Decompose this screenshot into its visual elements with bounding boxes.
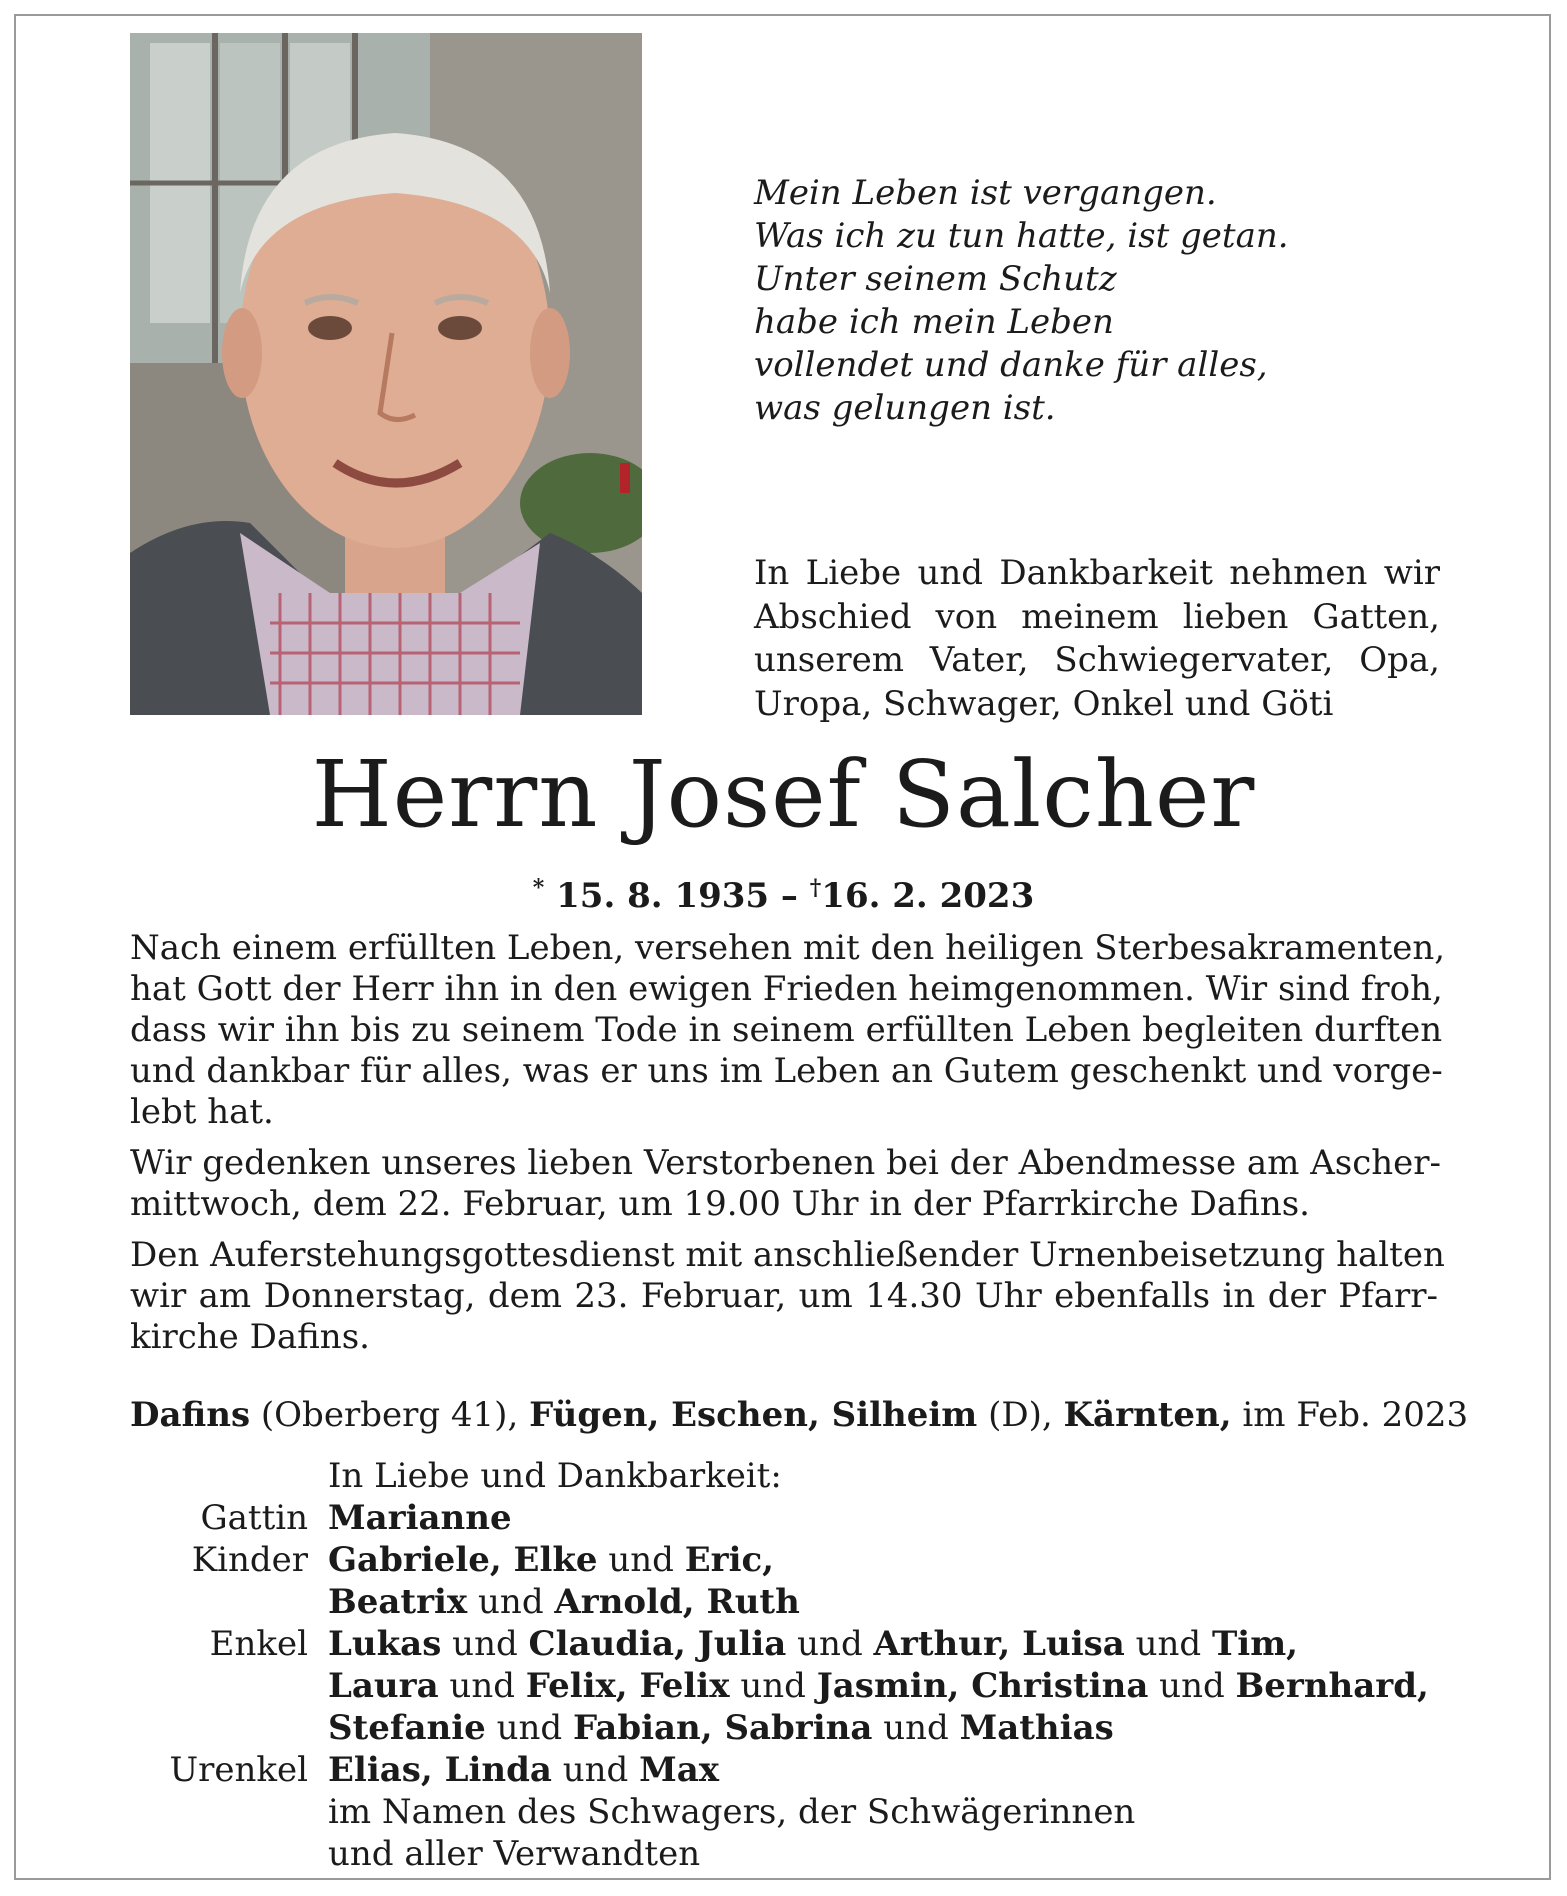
announcement-body — [130, 928, 1446, 1368]
conjunction: und — [496, 1708, 563, 1748]
place-note: (Oberberg 41), — [260, 1395, 519, 1435]
body-line: und dankbar für alles, was er uns im Leben an Gutem geschenkt und vorge- — [130, 1051, 1443, 1091]
family-name: Gabriele, Elke — [328, 1540, 598, 1580]
body-line: Den Auferstehungsgottesdienst mit anschließender Urnenbeisetzung halten — [130, 1235, 1445, 1275]
family-row — [130, 1833, 1450, 1875]
intro-line: Abschied von meinem lieben Gatten, — [754, 596, 1440, 637]
family-row — [130, 1497, 1450, 1539]
family-name: Marianne — [328, 1498, 512, 1538]
closing-line: im Namen des Schwagers, der Schwägerinnen — [328, 1792, 1136, 1832]
family-name: Arnold, Ruth — [554, 1582, 800, 1622]
conjunction: und — [608, 1540, 674, 1580]
death-symbol: † — [809, 875, 822, 901]
family-row — [130, 1581, 1450, 1623]
family-heading: In Liebe und Dankbarkeit: — [328, 1456, 782, 1496]
life-dates — [0, 866, 1567, 918]
body-line: dass wir ihn bis zu seinem Tode in seinem erfüllten Leben begleiten durften — [130, 1010, 1443, 1050]
body-line: wir am Donnerstag, dem 23. Februar, um 14.30 Uhr ebenfalls in der Pfarr- — [130, 1276, 1438, 1316]
place-dafins: Dafins — [130, 1395, 251, 1435]
family-list — [130, 1455, 1450, 1875]
family-name: Elias, Linda — [328, 1750, 552, 1790]
intro-line: In Liebe und Dankbarkeit nehmen wir — [754, 553, 1440, 593]
family-name: Arthur, Luisa — [873, 1624, 1125, 1664]
body-line: Nach einem erfüllten Leben, versehen mit den heiligen Sterbesakramenten, — [130, 928, 1446, 968]
intro-text — [754, 552, 1440, 726]
paragraph-life — [130, 928, 1446, 1133]
family-row — [130, 1665, 1450, 1707]
birth-date: 15. 8. 1935 — [556, 876, 770, 916]
family-row — [130, 1749, 1450, 1791]
birth-symbol: * — [532, 875, 545, 901]
role-label: Kinder — [191, 1540, 308, 1580]
family-name: Jasmin, Christina — [816, 1666, 1149, 1706]
family-name: Beatrix — [328, 1582, 468, 1622]
role-label: Urenkel — [169, 1750, 308, 1790]
body-line: Wir gedenken unseres lieben Verstorbenen bei der Abendmesse am Ascher- — [130, 1143, 1442, 1183]
poem-line: Unter seinem Schutz — [754, 259, 1117, 299]
family-name: Stefanie — [328, 1708, 486, 1748]
poem-line: vollendet und danke für alles, — [754, 345, 1268, 385]
intro-line: Uropa, Schwager, Onkel und Göti — [754, 683, 1334, 724]
family-name: Lukas — [328, 1624, 442, 1664]
conjunction: und — [449, 1666, 515, 1706]
place-note: (D), — [988, 1395, 1053, 1435]
conjunction: und — [883, 1708, 949, 1748]
place-kaernten: Kärnten, — [1063, 1395, 1232, 1435]
family-name: Tim, — [1211, 1624, 1299, 1664]
family-row — [130, 1791, 1450, 1833]
conjunction: und — [562, 1750, 629, 1790]
intro-line: unserem Vater, Schwiegervater, Opa, — [754, 640, 1440, 680]
poem-line: was gelungen ist. — [754, 388, 1056, 428]
family-name: Laura — [328, 1666, 439, 1706]
family-name: Felix, Felix — [525, 1666, 730, 1706]
family-row — [130, 1707, 1450, 1749]
date-line: im Feb. 2023 — [1242, 1395, 1469, 1435]
conjunction: und — [740, 1666, 806, 1706]
portrait-image — [130, 33, 642, 715]
poem — [754, 172, 1289, 430]
family-name: Claudia, Julia — [528, 1624, 787, 1664]
deceased-name: Herrn Josef Salcher — [311, 741, 1256, 848]
poem-line: Mein Leben ist vergangen. — [754, 173, 1217, 213]
paragraph-funeral — [130, 1235, 1445, 1358]
family-name: Eric, — [684, 1540, 775, 1580]
conjunction: und — [1135, 1624, 1202, 1664]
portrait-photo — [130, 33, 642, 715]
role-label: Enkel — [209, 1624, 308, 1664]
body-line: mittwoch, dem 22. Februar, um 19.00 Uhr in der Pfarrkirche Dafins. — [130, 1184, 1310, 1224]
family-name: Fabian, Sabrina — [573, 1708, 873, 1748]
body-line: hat Gott der Herr ihn in den ewigen Frieden heimgenommen. Wir sind froh, — [130, 969, 1443, 1009]
conjunction: und — [452, 1624, 518, 1664]
family-name: Mathias — [959, 1708, 1114, 1748]
family-name: Bernhard, — [1235, 1666, 1429, 1706]
closing-line: und aller Verwandten — [328, 1834, 701, 1874]
poem-line: Was ich zu tun hatte, ist getan. — [754, 216, 1289, 256]
conjunction: und — [1159, 1666, 1225, 1706]
body-line: lebt hat. — [130, 1092, 274, 1132]
family-row — [130, 1539, 1450, 1581]
places-line — [130, 1393, 1469, 1437]
family-heading-row — [130, 1455, 1450, 1497]
death-date: 16. 2. 2023 — [821, 876, 1035, 916]
paragraph-mass — [130, 1143, 1442, 1225]
poem-line: habe ich mein Leben — [754, 302, 1114, 342]
conjunction: und — [797, 1624, 863, 1664]
conjunction: und — [478, 1582, 544, 1622]
role-label: Gattin — [200, 1498, 308, 1538]
place-group: Fügen, Eschen, Silheim — [529, 1395, 978, 1435]
family-name: Max — [639, 1750, 720, 1790]
date-separator: – — [780, 876, 798, 916]
family-row — [130, 1623, 1450, 1665]
body-line: kirche Dafins. — [130, 1317, 370, 1357]
